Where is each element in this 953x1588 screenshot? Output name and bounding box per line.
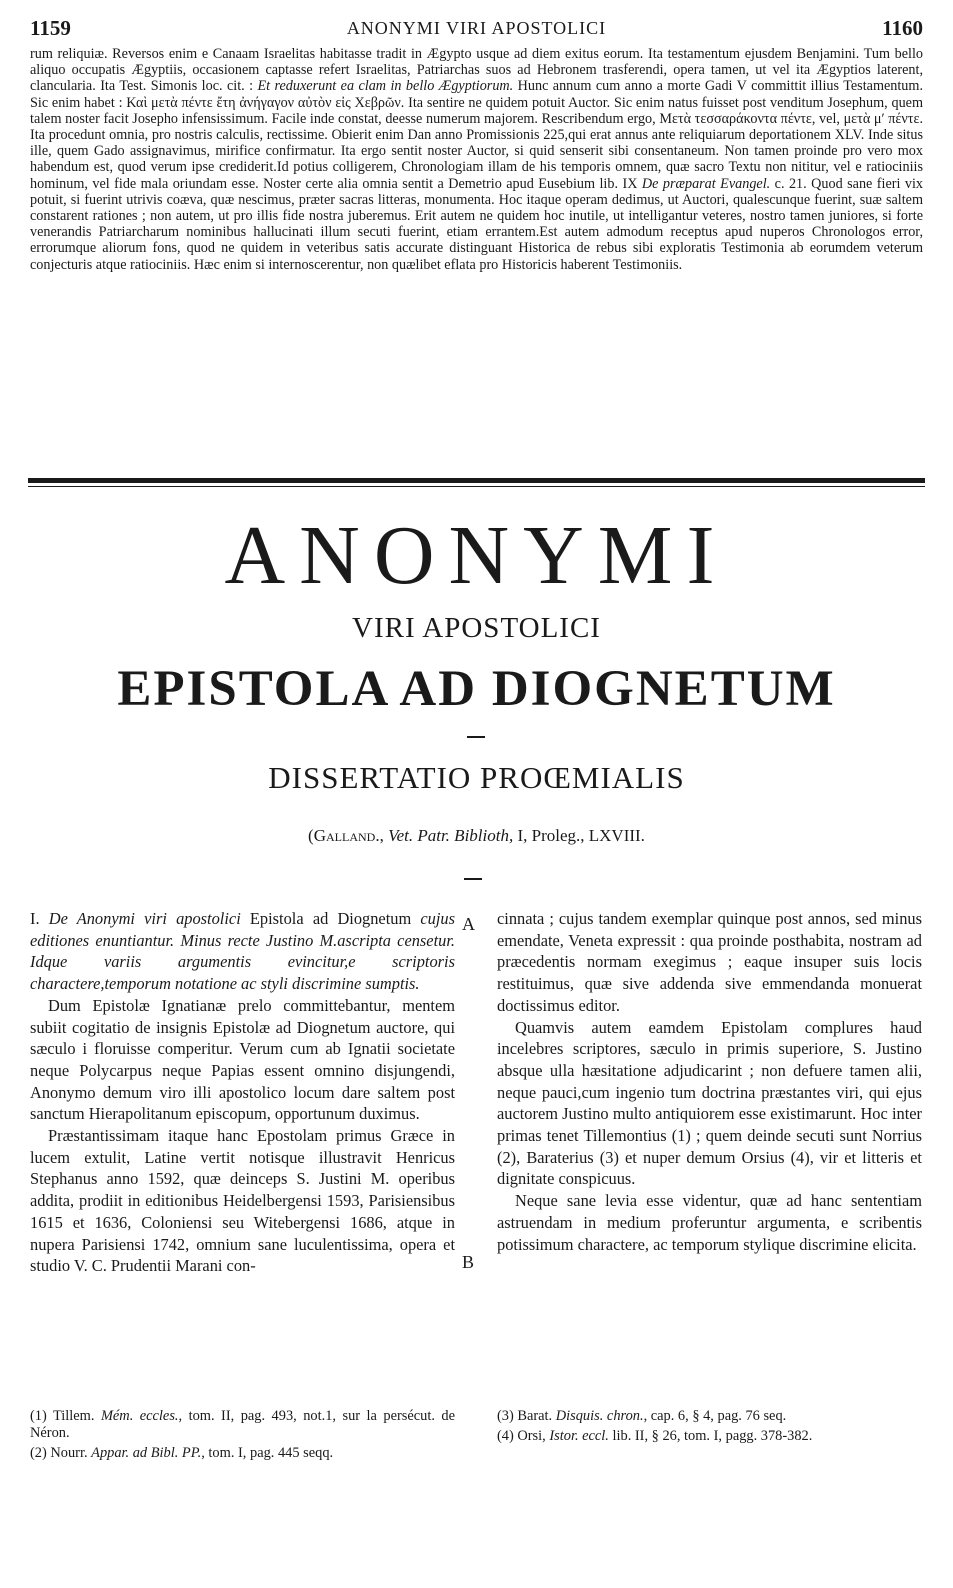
right-column bbox=[497, 908, 922, 1255]
footnotes-left bbox=[30, 1408, 455, 1465]
footnote-text: (2) Nourr. bbox=[30, 1445, 92, 1461]
footnote-text: , cap. 6, § 4, pag. 76 seq. bbox=[643, 1408, 787, 1424]
footnote-title: Mém. eccles. bbox=[100, 1408, 179, 1424]
title-work: EPISTOLA AD DIOGNETUM bbox=[117, 661, 836, 717]
text-run-italic: Et reduxerunt ea clam in bello Ægyptiorum. bbox=[257, 78, 514, 95]
footnote-title: Istor. eccl. bbox=[549, 1428, 609, 1444]
section-summary bbox=[30, 908, 455, 995]
source-work: Vet. Patr. Biblioth, bbox=[388, 826, 514, 845]
summary-number: I. bbox=[30, 909, 49, 928]
footnote bbox=[30, 1408, 455, 1442]
title-source bbox=[0, 826, 953, 846]
paragraph: Neque sane levia esse videntur, quæ ad hanc sententiam astruendam in medium proferuntur argumenta, e scribentis potissimum charactere, ac temporum stylique discrimine elicita. bbox=[497, 1191, 922, 1254]
top-paragraph-text bbox=[30, 46, 923, 273]
source-sep: , bbox=[379, 826, 389, 845]
text-run: c. 21. Quod sane fieri vix potuit, si fuerint utrivis coæva, quæ nescimus, præter sacras litteras, monumenta. Hoc itaque operam dedimus, ut Auctori, qualescunque fuerint, suæ saltem constarent rationes ; non autem, ut pro illis fide nostra juberemus. Erit autem ne quidem hoc inutile, ut intelligantur veteres, nostro tamen juniores, si forte venerandis Patriarcharum nominibus hallucinati illum secuti fuerint, etiam errantem.Est autem admodum receptus apud nuperos Chronologos error, errorumque aliorum fons, quod ne quidem in veteribus satis accurate distinguant Historica de rebus sibi exploratis Testimonia ab eorumdem veterum conjecturis atque ratiociniis. Hæc enim si internoscerentur, non quælibet eflata pro Historicis haberent Testimoniis. bbox=[30, 175, 924, 273]
summary-text: De Anonymi viri apostolici bbox=[48, 909, 250, 928]
text-run: IX bbox=[622, 175, 638, 192]
footnotes-right bbox=[497, 1408, 922, 1448]
section-rule-thick bbox=[28, 478, 925, 483]
source-open: ( bbox=[308, 826, 314, 845]
page-header bbox=[30, 16, 923, 42]
title-dash bbox=[467, 736, 485, 738]
title-dash-lower bbox=[464, 878, 482, 880]
source-rest: I, Proleg., LXVIII. bbox=[513, 826, 645, 845]
footnote-text: lib. II, § 26, tom. I, pagg. 378-382. bbox=[608, 1428, 813, 1444]
footnote-text: (3) Barat. bbox=[497, 1408, 556, 1424]
top-paragraph bbox=[30, 46, 923, 273]
paragraph: Præstantissimam itaque hanc Epostolam primus Græce in lucem extulit, Latine vertit notisque illustravit Henricus Stephanus anno 1592, quæ deinceps S. Justini M. operibus addita, prodiit in editionibus Heidelbergensi 1593, Parisiensibus 1615 et 1636, Coloniensi seu Witebergensi 1686, atque in nupera Parisiensi 1742, omnium sane luculentissima, opera et studio V. C. Prudentii Marani con- bbox=[30, 1126, 455, 1276]
footnote-text: , tom. II, pag. 493, not.1, sur la persécut. de Néron. bbox=[30, 1408, 455, 1441]
left-column bbox=[30, 908, 455, 1277]
footnote bbox=[30, 1445, 455, 1462]
footnote-text: (4) Orsi, bbox=[497, 1428, 550, 1444]
running-title: ANONYMI VIRI APOSTOLICI bbox=[346, 18, 607, 38]
summary-text: cujus editiones enuntiantur. Minus recte Justino M.ascripta censetur. Idque variis argumentis evincitur,e scriptoris charactere,temporum notatione ac styli discrimine sumptis. bbox=[30, 909, 455, 994]
footnote-text: , tom. I, pag. 445 seqq. bbox=[201, 1445, 334, 1461]
paragraph: cinnata ; cujus tandem exemplar quinque post annos, sed minus emendate, Veneta expressit : qua proinde posthabita, nostram ad præcedentis normam exegimus ; eaque insuper suis locis restituimus, quæ sive addenda sive emmendanda monuerat doctissimus editor. bbox=[497, 909, 922, 1015]
footnote-title: Appar. ad Bibl. PP. bbox=[91, 1445, 202, 1461]
text-run: rum reliquiæ. Reversos enim e Canaam Israelitas habitasse tradit in Ægypto usque ad diem exitus eorum. Ita testamentum ejusdem Benjamini. Tum bello aliquo occupatis Ægyptiis, occasionem captasse refert Israelitas, Patriarchas suos ad Hebronem trasferendi, opera tamen, ut vel ita Ægyptios laterent, clancularia. Ita Test. Simonis loc. cit. : bbox=[30, 46, 923, 95]
footnote bbox=[497, 1428, 922, 1445]
page-number-right: 1160 bbox=[882, 16, 923, 40]
summary-text-upright: Epistola ad Diognetum bbox=[249, 909, 412, 928]
page-number-left: 1159 bbox=[30, 16, 71, 40]
title-main: ANONYMI bbox=[224, 509, 729, 602]
text-run-italic: De præparat Evangel. bbox=[637, 175, 771, 192]
title-subtitle: VIRI APOSTOLICI bbox=[352, 612, 601, 644]
section-rule-thin bbox=[28, 486, 925, 487]
title-section: DISSERTATIO PROŒMIALIS bbox=[268, 760, 685, 795]
footnote bbox=[497, 1408, 922, 1425]
margin-marker-a: A bbox=[462, 914, 475, 934]
text-run: Hunc annum cum anno a morte Gadi V committit illius Testamentum. Sic enim habet : Καὶ μετὰ πέντε ἔτη ἀνήγαγον αὐτὸν εἰς Χεβρῶν. Ita sentire ne quidem potuit Auctor. Sic enim natus fuisset post venditum Josephum, quem talem noster facit Josepho infensissimum. Facile inde constat, deesse numerum majorem. Rescribendum ergo, Μετὰ τεσσαράκοντα πέντε, vel, μετὰ μ′ πέντε. Ita procedunt omnia, pro nostris calculis, rectissime. Obierit enim Dan anno Promissionis 225,qui erat annus ante reliquiarum deportationem XLV. Inde situs ille, quem Gado assignavimus, mirifice confirmatur. Ita ergo sentit noster Auctor, si quid senserit sibi consentaneum. Non tamen proinde pro vero mox habendum est, quod verum ipse crediderit.Id potius colligerem, Chronologiam illam de his temporis omnem, quæ sacro Textu non nititur, vel e ratiociniis hominum, vel fide mala oriundam esse. Noster certe alia omnia sentit a Demetrio apud Eusebium lib. bbox=[30, 78, 923, 192]
paragraph: Dum Epistolæ Ignatianæ prelo committebantur, mentem subiit cogitatio de insignis Epistolæ ad Diognetum auctore, qui sæculo i floruisse comperitur. Verum cum ab Ignatii societate neque Polycarpus neque Papias essent omnino disjungendi, Anonymo demum viro illi apostolico locum dare saltem post sanctum Hierapolitanum episcopum, opportunum duximus. bbox=[30, 995, 455, 1124]
footnote-title: Disquis. chron. bbox=[555, 1408, 644, 1424]
paragraph: Quamvis autem eamdem Epistolam complures haud incelebres scriptores, sæculo in primis superiore, S. Justino absque ulla hæsitatione adjudicarint ; non defuere tamen alii, neque pauci,cum ingenio tum doctrina præstantes viri, qui ejus auctorem Justino multo antiquiorem esse existimarunt. Hoc inter primas tenet Tillemontius (1) ; quem deinde secuti sunt Norrius (2), Baraterius (3) et nuper demum Orsius (4), vir et litteris et dignitate conspicuus. bbox=[497, 1017, 922, 1189]
margin-marker-b: B bbox=[462, 1252, 475, 1272]
footnote-text: (1) Tillem. bbox=[30, 1408, 101, 1424]
source-author: Galland. bbox=[313, 826, 380, 845]
